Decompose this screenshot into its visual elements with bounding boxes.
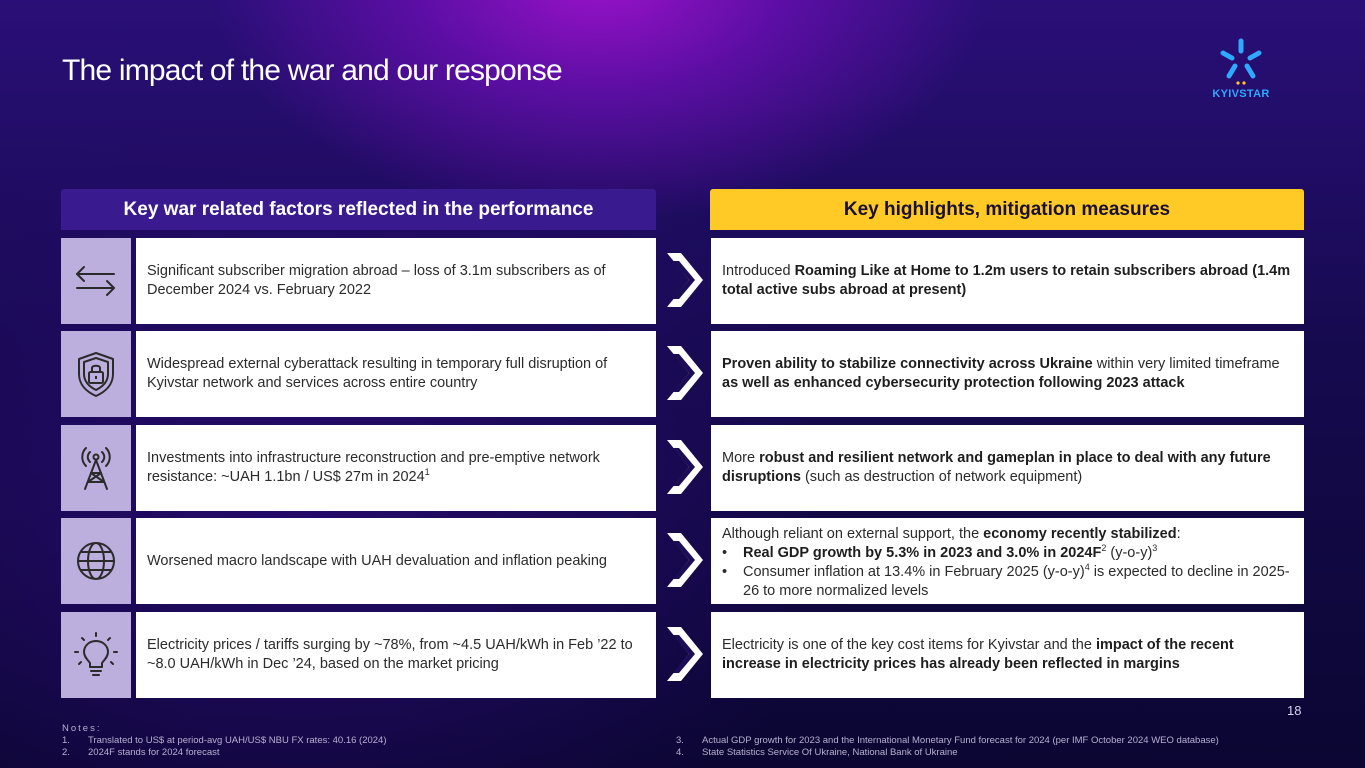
bullet-gdp: • Real GDP growth by 5.3% in 2023 and 3.0% in $2024F^2$ $(y-o-y)^3$ xyxy=(722,543,1158,561)
chevron-right-icon xyxy=(665,251,705,309)
logo-text: KYIVSTAR xyxy=(1212,88,1270,100)
factor-text: Widespread external cyberattack resulting in temporary full disruption of Kyivstar network and services across entire country xyxy=(136,331,656,417)
chevron-right-icon xyxy=(665,438,705,496)
kyivstar-logo xyxy=(1205,36,1277,106)
notes-left xyxy=(62,723,387,759)
note-item: 1. Translated to US$ at period-avg UAH/US$ NBU FX rates: 40.16 (2024) xyxy=(62,735,387,746)
factor-text: Worsened macro landscape with UAH devaluation and inflation peaking xyxy=(136,518,656,604)
arrows-exchange-icon xyxy=(73,263,119,299)
radio-tower-icon xyxy=(76,445,116,491)
page-number: 18 xyxy=(1287,703,1302,718)
factor-row-4 xyxy=(61,518,1304,604)
mitigation-text: More robust and resilient network and gameplan in place to deal with any future disruptions (such as destruction of network equipment) xyxy=(711,425,1304,511)
factor-text: Investments into infrastructure reconstruction and pre-emptive network resistance: ~UAH 1.1bn / US$ 27m in 2024$^1$ xyxy=(136,425,656,511)
factor-row-2 xyxy=(61,331,1304,417)
lightbulb-icon xyxy=(74,632,118,678)
factor-text: Electricity prices / tariffs surging by ~78%, from ~4.5 UAH/kWh in Feb ’22 to ~8.0 UAH/kWh in Dec ’24, based on the market pricing xyxy=(136,612,656,698)
star-icon xyxy=(1213,36,1269,86)
notes-title: Notes: xyxy=(62,723,102,734)
header-mitigation: Key highlights, mitigation measures xyxy=(710,189,1304,230)
shield-lock-icon xyxy=(75,350,117,398)
icon-box xyxy=(61,425,131,511)
mitigation-text: Although reliant on external support, the economy recently stabilized: • Real GDP growth by 5.3% in 2023 and 3.0% in $2024F^2$ $(y-o-y)^3$ • Consumer inflation at 13.4% in February 2025 $(y-o-y)^4$ is expected to decline in 2025-26 to more normalized levels xyxy=(711,518,1304,604)
mitigation-text: Proven ability to stabilize connectivity across Ukraine within very limited timeframe as well as enhanced cybersecurity protection following 2023 attack xyxy=(711,331,1304,417)
chevron-right-icon xyxy=(665,531,705,589)
factor-row-3 xyxy=(61,425,1304,511)
mitigation-text: Introduced Roaming Like at Home to 1.2m users to retain subscribers abroad (1.4m total active subs abroad at present) xyxy=(711,238,1304,324)
notes-right xyxy=(676,735,1219,759)
page-title: The impact of the war and our response xyxy=(62,54,562,87)
factor-text: Significant subscriber migration abroad – loss of 3.1m subscribers as of December 2024 vs. February 2022 xyxy=(136,238,656,324)
factor-row-1 xyxy=(61,238,1304,324)
note-item: 4. State Statistics Service Of Ukraine, National Bank of Ukraine xyxy=(676,747,958,758)
bullet-inflation: • Consumer inflation at 13.4% in February 2025 $(y-o-y)^4$ is expected to decline in 2025-26 to more normalized levels xyxy=(722,562,1290,599)
header-war-factors: Key war related factors reflected in the performance xyxy=(61,189,656,230)
icon-box xyxy=(61,612,131,698)
note-item: 3. Actual GDP growth for 2023 and the International Monetary Fund forecast for 2024 (per IMF October 2024 WEO database) xyxy=(676,735,1219,746)
icon-box xyxy=(61,331,131,417)
chevron-right-icon xyxy=(665,625,705,683)
chevron-right-icon xyxy=(665,344,705,402)
mitigation-text: Electricity is one of the key cost items for Kyivstar and the impact of the recent increase in electricity prices has already been reflected in margins xyxy=(711,612,1304,698)
factor-row-5 xyxy=(61,612,1304,698)
globe-icon xyxy=(75,540,117,582)
icon-box xyxy=(61,238,131,324)
note-item: 2. 2024F stands for 2024 forecast xyxy=(62,747,220,758)
icon-box xyxy=(61,518,131,604)
